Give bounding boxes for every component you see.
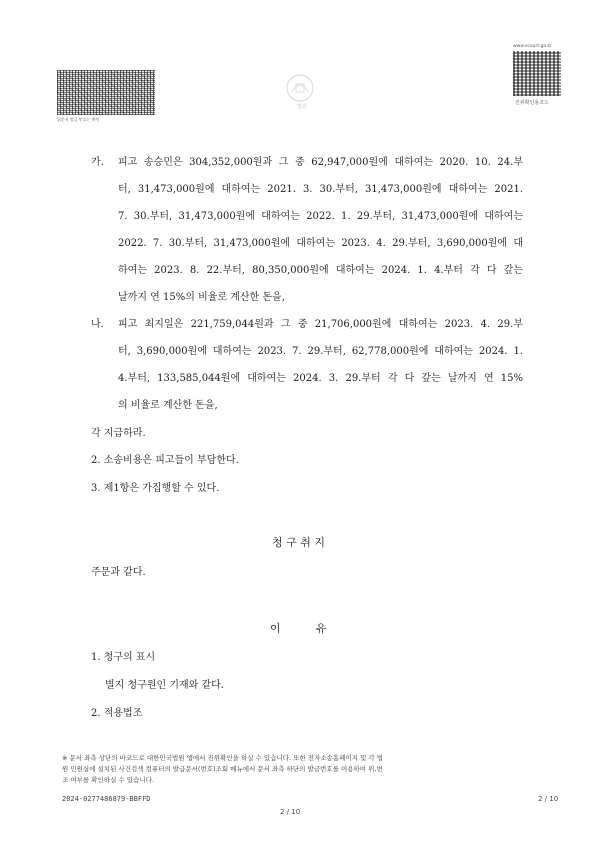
item-ga-line: 날까지 연 15%의 비율로 계산한 돈을, [118,292,285,303]
item-ga-line: 2022. 7. 30.부터, 31,473,000원에 대하여는 2023. 4. 29.부터, 3,690,000원에 대 [118,238,523,249]
item-na-line: 의 비율로 계산한 돈을, [118,400,218,411]
page-number-center: 2 / 10 [280,808,301,816]
barcode-caption: 위문서 발급 번호는 확인 [57,117,100,122]
item-ga-line: 피고 송승민은 304,352,000원과 그 중 62,947,000원에 대하여는 2020. 10. 24.부 [118,157,523,168]
page-number-right: 2 / 10 [538,795,559,803]
reason-heading: 이 유 [270,622,327,635]
court-seal-label: 법원 [297,104,307,110]
notice-line: 원 민원실에 설치된 사건검색 컴퓨터의 발급문서(번호)조회 메뉴에서 문서 좌측 하단의 발급번호를 이용하여 위,변 [62,765,383,773]
item-ga-line: 하여는 2023. 8. 22.부터, 80,350,000원에 대하여는 2024. 1. 4.부터 각 다 갚는 [118,265,523,276]
item-na-line: 피고 최지일은 221,759,044원과 그 중 21,706,000원에 대하여는 2023. 4. 29.부 [118,319,523,330]
item-ga-line: 터, 31,473,000원에 대하여는 2021. 3. 30.부터, 31,473,000원에 대하여는 2021. [118,184,523,195]
reason-1-text: 별지 청구원인 기재와 같다. [105,680,224,691]
notice-line: 조 여부를 확인하실 수 있습니다. [62,776,154,784]
pay-order: 각 지급하라. [91,428,146,439]
qr-caption: 진위확인용코드 [515,100,549,106]
item-na-line: 4.부터, 133,585,044원에 대하여는 2024. 3. 29.부터 각 다 갚는 날까지 연 15% [118,373,523,384]
reason-2-title: 2. 적용법조 [91,708,143,719]
issue-number: 2024-0277486879-BBFFD [62,795,151,803]
claim-heading: 청 구 취 지 [272,536,325,549]
notice-line: ※ 문서 좌측 상단의 바코드로 대한민국법원 앱에서 진위확인을 하실 수 있습니다. 또한 전자소송홈페이지 및 각 법 [62,754,384,762]
costs-clause: 2. 소송비용은 피고들이 부담한다. [91,455,239,466]
item-na-marker: 나. [91,319,104,330]
reason-1-title: 1. 청구의 표시 [91,652,156,663]
item-ga-marker: 가. [91,157,104,168]
item-ga-line: 7. 30.부터, 31,473,000원에 대하여는 2022. 1. 29.부터, 31,473,000원에 대하여는 [118,211,523,222]
verification-notice [62,753,572,786]
verification-url: www.scourt.go.kr [513,44,552,49]
claim-text: 주문과 같다. [91,567,146,578]
item-na-line: 터, 3,690,000원에 대하여는 2023. 7. 29.부터, 62,778,000원에 대하여는 2024. 1. [118,346,523,357]
provisional-execution-clause: 3. 제1항은 가집행할 수 있다. [91,483,220,494]
